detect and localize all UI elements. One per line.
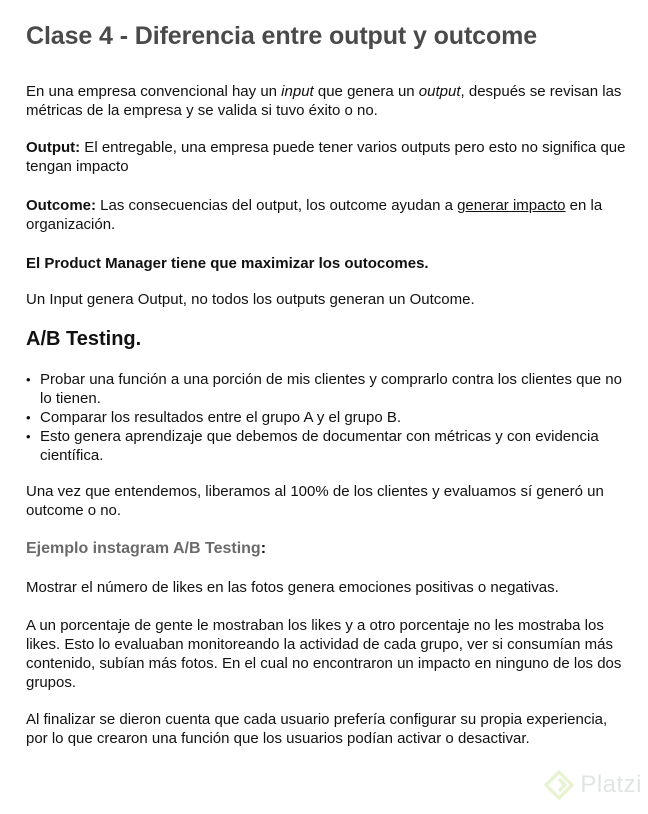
example-paragraph-3: Al finalizar se dieron cuenta que cada usuario prefería configurar su propia experiencia, por lo que crearon una función que los usuarios podían activar o desactivar. (26, 711, 608, 747)
intro-output-term: output (418, 83, 461, 100)
example-paragraph-1: Mostrar el número de likes en las fotos genera emociones positivas o negativas. (26, 579, 559, 596)
watermark-brand-text: Platzi (580, 771, 642, 798)
bullet-icon: • (26, 429, 31, 444)
intro-text-1: En una empresa convencional hay un (26, 83, 282, 100)
intro-text-3: , después se revisan las métricas de la empresa y se valida si tuvo éxito o no. (26, 83, 622, 119)
list-item (26, 370, 626, 408)
list-item (26, 427, 626, 465)
pm-statement: El Product Manager tiene que maximizar los outocomes. (26, 255, 429, 272)
outcome-text-1: Las consecuencias del output, los outcome ayudan a (96, 197, 458, 214)
intro-input-term: input (281, 83, 314, 100)
output-term: Output: (26, 139, 81, 156)
example-paragraph-2: A un porcentaje de gente le mostraban los likes y a otro porcentaje no les mostraba los likes. Esto lo evaluaban monitoreando la actividad de cada grupo, ver si consumían más contenido, subían más fotos. En el cual no encontraron un impacto en ninguno de los dos grupos. (26, 617, 622, 691)
outcome-text-2: en la organización. (26, 197, 603, 233)
platzi-watermark (544, 770, 642, 800)
intro-paragraph (26, 82, 626, 120)
page-title: Clase 4 - Diferencia entre output y outcome (26, 22, 538, 50)
outcome-underlined-text: generar impacto (457, 197, 566, 214)
example-heading (26, 540, 266, 558)
list-item (26, 408, 626, 427)
list-item-text: Esto genera aprendizaje que debemos de documentar con métricas y con evidencia científica. (40, 428, 599, 464)
input-statement: Un Input genera Output, no todos los outputs generan un Outcome. (26, 291, 475, 308)
intro-text-2: que genera un (313, 83, 419, 100)
example-heading-text: Ejemplo instagram A/B Testing (26, 540, 261, 557)
list-item-text: Probar una función a una porción de mis clientes y comprarlo contra los clientes que no lo tienen. (40, 371, 622, 407)
bullet-icon: • (26, 372, 31, 387)
release-paragraph: Una vez que entendemos, liberamos al 100% de los clientes y evaluamos sí generó un outcome o no. (26, 483, 604, 519)
outcome-term: Outcome: (26, 197, 97, 214)
platzi-logo-icon (544, 770, 574, 800)
output-definition (26, 138, 626, 176)
ab-testing-list (26, 370, 626, 465)
bullet-icon: • (26, 410, 31, 425)
output-text: El entregable, una empresa puede tener varios outputs pero esto no significa que tengan impacto (26, 139, 626, 175)
list-item-text: Comparar los resultados entre el grupo A y el grupo B. (40, 409, 402, 426)
example-heading-colon: : (260, 540, 267, 557)
outcome-definition (26, 196, 626, 234)
ab-testing-heading: A/B Testing. (26, 328, 142, 350)
